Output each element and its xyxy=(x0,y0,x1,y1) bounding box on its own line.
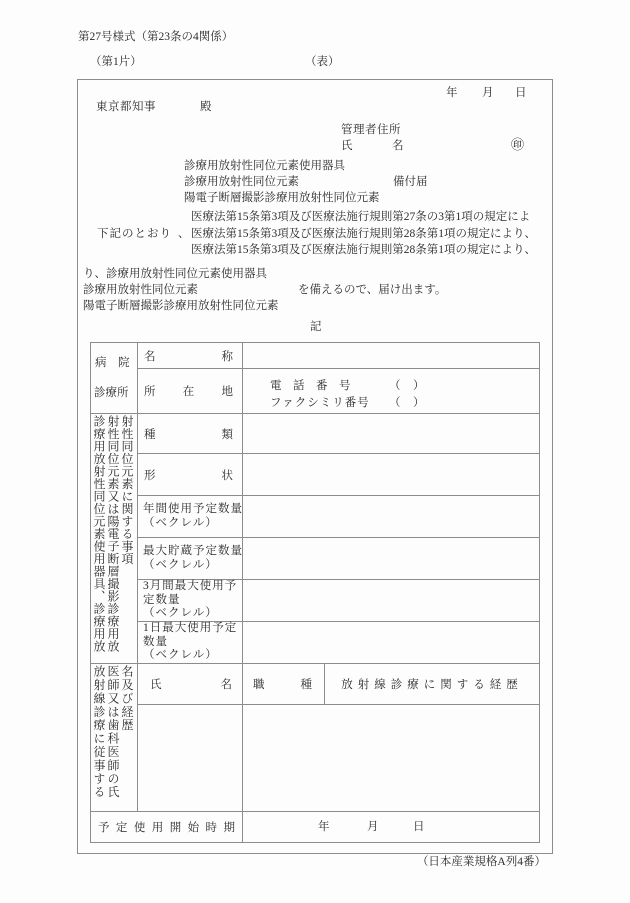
isotope-kind-label xyxy=(137,413,243,454)
staff-name-header xyxy=(137,663,243,705)
facility-location-field xyxy=(242,368,540,414)
regulation-line-1: 医療法第15条第3項及び医療法施行規則第27条の3第1項の規定によ xyxy=(191,211,531,223)
subject-3: 陽電子断層撮影診療用放射性同位元素 xyxy=(83,300,279,312)
sheet-label: （第1片） xyxy=(90,56,142,68)
start-date-label xyxy=(90,811,243,843)
label-unit: （ベクレル） xyxy=(143,516,218,529)
label-char: 予 xyxy=(98,822,110,834)
quarterly-max-usage-field xyxy=(242,579,540,622)
phone-paren-close: ） xyxy=(413,380,425,392)
label-unit: （ベクレル） xyxy=(143,649,218,662)
notification-title: 備付届 xyxy=(393,176,428,188)
staff-role-header xyxy=(242,663,325,705)
label-char: 始 xyxy=(187,822,200,834)
label-line: 数量 xyxy=(143,635,168,648)
label-char: 期 xyxy=(223,822,235,834)
label-char: 類 xyxy=(221,428,233,441)
label-char: 開 xyxy=(169,822,182,834)
label-unit: （ベクレル） xyxy=(143,607,218,620)
staff-career-header xyxy=(324,663,540,705)
header-char: 名 xyxy=(220,679,232,691)
label-char: 用 xyxy=(151,822,164,834)
facility-name-label xyxy=(137,342,243,369)
label-char: 種 xyxy=(144,428,156,441)
form-number: 第27号様式（第23条の4関係） xyxy=(78,31,234,43)
date-year-label: 年 xyxy=(446,87,458,99)
regulation-line-3: 医療法第15条第3項及び医療法施行規則第28条第1項の規定により、 xyxy=(191,244,536,256)
fax-label: ファクシミリ番号 xyxy=(270,397,370,409)
label-line: 定数量 xyxy=(143,593,181,606)
start-date-month: 月 xyxy=(367,821,379,833)
subject-line-1 xyxy=(83,266,267,282)
label-char: 状 xyxy=(221,469,233,482)
label-char: 称 xyxy=(221,350,233,363)
annual-usage-label xyxy=(137,495,243,538)
subject-1: 診療用放射性同位元素使用器具 xyxy=(106,268,267,280)
honorific: 殿 xyxy=(200,101,212,113)
fax-paren-open: （ xyxy=(389,397,401,409)
quarterly-max-usage-label xyxy=(137,579,243,622)
label-char: 形 xyxy=(144,469,156,482)
notification-type-1: 診療用放射性同位元素使用器具 xyxy=(184,160,345,172)
intro-text: 下記のとおり xyxy=(97,228,172,240)
continuation-text: り、 xyxy=(83,268,106,280)
header-char: 氏 xyxy=(150,679,162,691)
label-char: 定 xyxy=(115,822,128,834)
addressee: 東京都知事 xyxy=(96,101,156,113)
subject-2: 診療用放射性同位元素 xyxy=(83,284,198,296)
applicant-name-label-second: 名 xyxy=(392,140,404,152)
phone-label: 電 話 番 号 xyxy=(270,380,351,392)
ki-heading: 記 xyxy=(310,321,322,333)
fax-paren-close: ） xyxy=(413,397,425,409)
intro-comma: 、 xyxy=(178,228,190,240)
isotope-form-field xyxy=(242,453,540,496)
label-char: 時 xyxy=(205,822,218,834)
start-date-field xyxy=(242,811,540,843)
regulation-line-2: 医療法第15条第3項及び医療法施行規則第28条第1項の規定により、 xyxy=(191,228,536,240)
paper-size-note: （日本産業規格A列4番） xyxy=(416,856,546,868)
isotope-kind-field xyxy=(242,413,540,454)
label-char: 地 xyxy=(221,386,233,398)
facility-clinic-label: 診療所 xyxy=(94,387,129,399)
label-char: 所 xyxy=(144,386,156,398)
annual-usage-field xyxy=(242,495,540,538)
max-storage-label xyxy=(137,537,243,580)
date-day-label: 日 xyxy=(515,87,527,99)
daily-max-usage-field xyxy=(242,621,540,664)
label-line: 最大貯蔵予定数量 xyxy=(143,545,243,557)
label-line: 1日最大使用予定 xyxy=(143,622,238,635)
staff-detail-field xyxy=(242,704,540,812)
facility-hospital-label: 病 院 xyxy=(95,357,130,369)
label-char: 名 xyxy=(144,350,156,363)
label-char: 使 xyxy=(133,822,146,834)
staff-section-label: 放射線診療に従事する医師又は歯科医師の氏名及び経歴 xyxy=(90,663,138,812)
notification-type-2: 診療用放射性同位元素 xyxy=(184,176,299,188)
isotope-form-label xyxy=(137,453,243,496)
isotope-section-label: 診療用放射性同位元素使用器具、診療用放射性同位元素又は陽電子断層撮影診療用放射性同位元素に関する事項 xyxy=(90,413,138,664)
facility-type-label xyxy=(90,342,138,414)
staff-name-field xyxy=(137,704,243,812)
facility-name-field xyxy=(242,342,540,369)
seal-icon: ㊞ xyxy=(511,137,525,152)
phone-paren-open: （ xyxy=(389,380,401,392)
max-storage-field xyxy=(242,537,540,580)
label-line: 3月間最大使用予 xyxy=(143,580,238,593)
facility-location-label xyxy=(137,368,243,414)
daily-max-usage-label xyxy=(137,621,243,664)
notification-type-3: 陽電子断層撮影診療用放射性同位元素 xyxy=(184,192,380,204)
closing-text: を備えるので、届け出ます。 xyxy=(298,284,447,296)
label-unit: （ベクレル） xyxy=(143,558,218,571)
label-line: 年間使用予定数量 xyxy=(143,503,243,515)
applicant-name-label-first: 氏 xyxy=(341,140,353,152)
date-month-label: 月 xyxy=(482,87,494,99)
header-text: 放射線診療に関する経歴 xyxy=(341,679,523,691)
side-label: （表） xyxy=(305,56,340,68)
start-date-day: 日 xyxy=(413,821,425,833)
header-char: 職 xyxy=(253,679,265,691)
start-date-year: 年 xyxy=(318,821,330,833)
label-char: 在 xyxy=(182,386,195,398)
header-char: 種 xyxy=(300,679,312,691)
applicant-address-label: 管理者住所 xyxy=(341,124,401,136)
